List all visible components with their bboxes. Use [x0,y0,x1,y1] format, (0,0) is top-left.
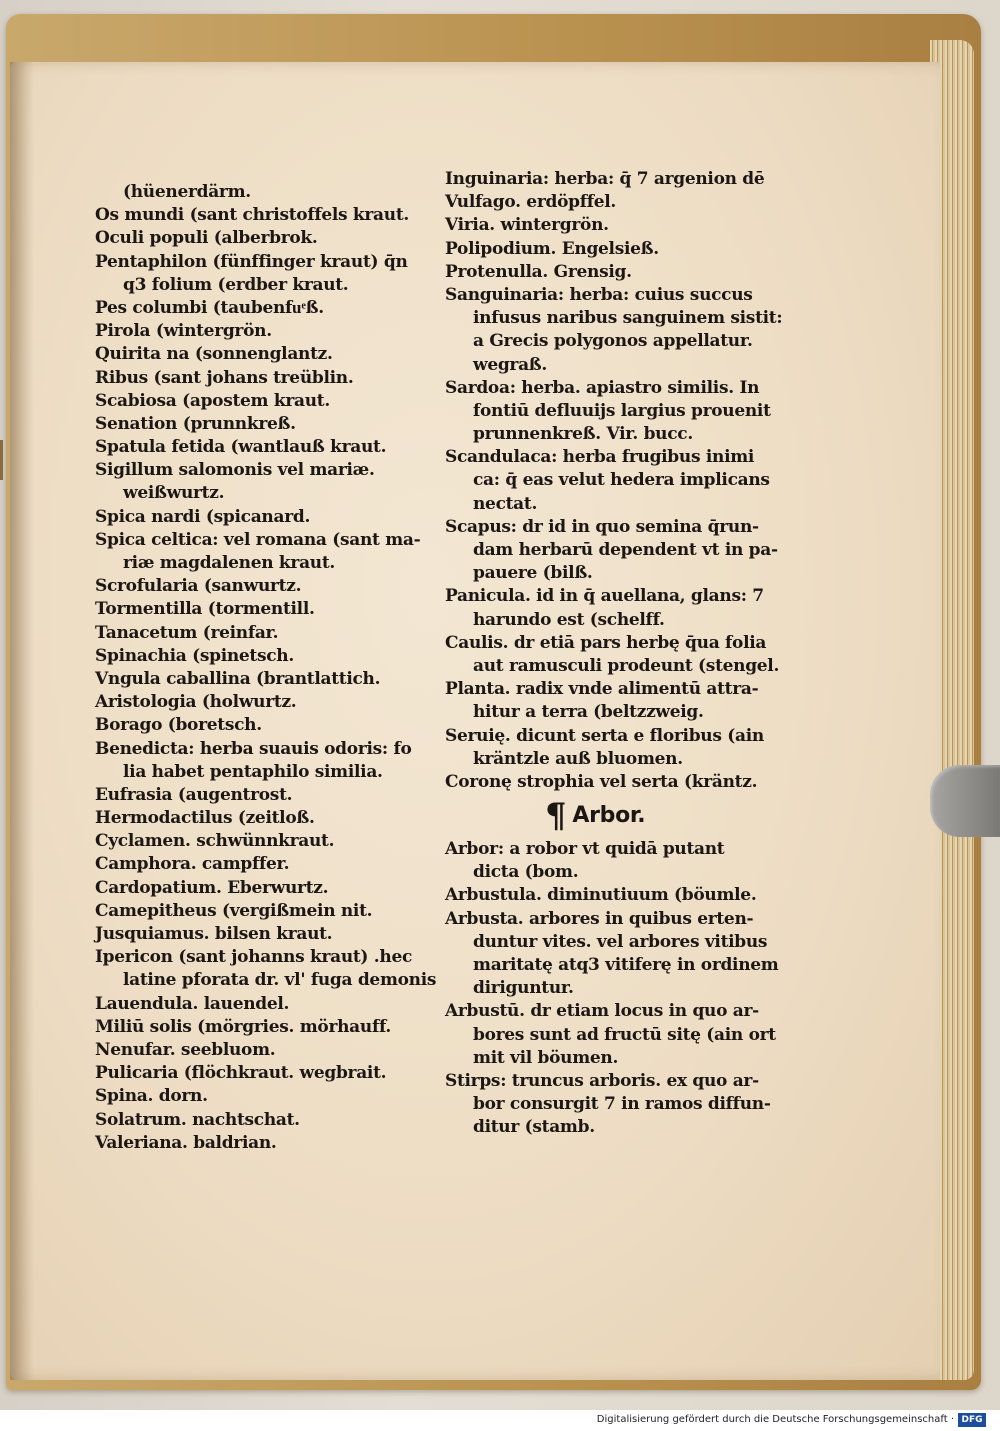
text-line: Miliū solis (mörgries. mörhauff. [95,1016,391,1037]
text-line: aut ramusculi prodeunt (stengel. [473,655,780,676]
gutter-shadow [10,62,34,1380]
text-line: riæ magdalenen kraut. [123,553,336,573]
text-line: diriguntur. [473,978,574,999]
text-line: kräntzle auß bluomen. [473,748,683,769]
text-line: Inguinaria: herba: q̄ 7 argenion dē [445,169,765,189]
text-line: Ribus (sant johans treüblin. [95,367,354,388]
dfg-logo: DFG [958,1413,986,1427]
text-line: q3 folium (erdber kraut. [123,274,349,295]
text-line: Senation (prunnkreß. [95,413,296,434]
text-line: Protenulla. Grensig. [445,261,632,282]
text-line: Pulicaria (flöchkraut. wegbrait. [95,1063,387,1084]
text-line: bor consurgit 7 in ramos diffun- [473,1094,771,1115]
pilcrow-icon: ¶ [545,796,567,837]
text-line: Camphora. campffer. [95,854,290,875]
spine-mark [0,440,11,480]
page-clip [930,765,1000,837]
text-line: Polipodium. Engelsieß. [445,238,659,259]
text-line: Solatrum. nachtschat. [95,1109,300,1130]
text-line: Spatula fetida (wantlauß kraut. [95,437,387,458]
text-line: Scapus: dr id in quo semina q̄run- [445,516,759,537]
text-line: Tormentilla (tormentill. [95,599,315,620]
text-line: Scrofularia (sanwurtz. [95,576,302,597]
right-column-bottom [445,838,779,1139]
text-line: Panicula. id in q̄ auellana, glans: 7 [445,586,764,607]
right-text-column [445,168,783,1140]
text-line: lia habet pentaphilo similia. [123,761,383,782]
text-line: Jusquiamus. bilsen kraut. [95,924,333,944]
text-line: (hüenerdärm. [123,182,251,202]
text-line: Scabiosa (apostem kraut. [95,390,330,411]
section-heading-text: Arbor. [572,803,646,829]
text-line: Spica celtica: vel romana (sant ma- [95,529,421,550]
text-line: ditur (stamb. [473,1117,595,1138]
text-line: Lauendula. lauendel. [95,993,290,1014]
text-line: Valeriana. baldrian. [95,1132,277,1153]
text-line: Coronę strophia vel serta (kräntz. [445,771,758,792]
text-line: Aristologia (holwurtz. [95,692,297,713]
text-line: infusus naribus sanguinem sistit: [473,308,783,329]
text-line: Oculi populi (alberbrok. [95,228,318,249]
text-line: Vulfago. erdöpffel. [445,192,617,213]
text-line: Eufrasia (augentrost. [95,784,293,805]
text-line: Stirps: truncus arboris. ex quo ar- [445,1070,759,1091]
text-line: wegraß. [473,354,548,375]
text-line: Nenufar. seebluom. [95,1039,276,1060]
left-text-column [95,181,437,1155]
text-line: Pentaphilon (fünffinger kraut) q̄n [95,251,408,272]
text-line: latine pforata dr. vl' fuga demonis [123,970,437,991]
text-line: Arbustula. diminutiuum (böumle. [445,885,757,906]
text-line: Scandulaca: herba frugibus inimi [445,447,755,468]
text-line: hitur a terra (beltzzweig. [473,702,704,723]
text-line: ca: q̄ eas velut hedera implicans [473,470,770,491]
text-line: harundo est (schelff. [473,609,665,630]
text-line: Caulis. dr etiā pars herbę q̄ua folia [445,632,767,653]
text-line: Planta. radix vnde alimentū attra- [445,679,759,700]
text-line: mit vil böumen. [473,1047,619,1068]
text-line: nectat. [473,493,538,514]
text-line: dicta (bom. [473,862,579,883]
text-line: Spica nardi (spicanard. [95,506,311,527]
text-line: Spina. dorn. [95,1086,208,1107]
text-line: Sardoa: herba. apiastro similis. In [445,377,760,398]
text-line: Camepitheus (vergißmein nit. [95,900,373,921]
text-line: Sanguinaria: herba: cuius succus [445,284,753,305]
text-line: Viria. wintergrön. [445,215,609,236]
text-line: Cyclamen. schwünnkraut. [95,831,335,852]
text-line: prunnenkreß. Vir. bucc. [473,424,693,445]
section-heading [445,794,775,838]
text-line: Tanacetum (reinfar. [95,622,279,643]
text-line: Seruię. dicunt serta e floribus (ain [445,725,764,746]
text-line: Sigillum salomonis vel mariæ. [95,460,375,481]
text-line: pauere (bilß. [473,563,593,584]
text-line: duntur vites. vel arbores vitibus [473,931,768,952]
right-column-top [445,168,783,794]
text-line: Benedicta: herba suauis odoris: fo [95,738,412,759]
text-line: dam herbarū dependent vt in pa- [473,540,778,560]
text-line: Cardopatium. Eberwurtz. [95,877,329,898]
text-line: Arbustū. dr etiam locus in quo ar- [445,1001,759,1022]
text-line: Quirita na (sonnenglantz. [95,344,333,365]
text-line: Ipericon (sant johanns kraut) .hec [95,947,413,968]
text-line: Arbusta. arbores in quibus erten- [445,908,754,929]
text-line: Spinachia (spinetsch. [95,645,294,666]
text-line: maritatę atq3 vitiferę in ordinem [473,955,779,975]
footer-credit: Digitalisierung gefördert durch die Deutsche Forschungsgemeinschaft · [596,1414,954,1425]
text-line: Pirola (wintergrön. [95,321,272,342]
text-line: Borago (boretsch. [95,715,262,736]
text-line: Hermodactilus (zeitloß. [95,808,315,829]
text-line: Os mundi (sant christoffels kraut. [95,205,409,226]
text-line: Vngula caballina (brantlattich. [95,668,381,689]
text-line: a Grecis polygonos appellatur. [473,331,753,352]
text-line: weißwurtz. [123,483,225,504]
text-line: Arbor: a robor vt quidā putant [445,839,725,860]
text-line: fontiū defluuijs largius prouenit [473,400,771,421]
text-line: Pes columbi (taubenfuͤß. [95,297,324,318]
text-line: bores sunt ad fructū sitę (ain ort [473,1024,776,1045]
